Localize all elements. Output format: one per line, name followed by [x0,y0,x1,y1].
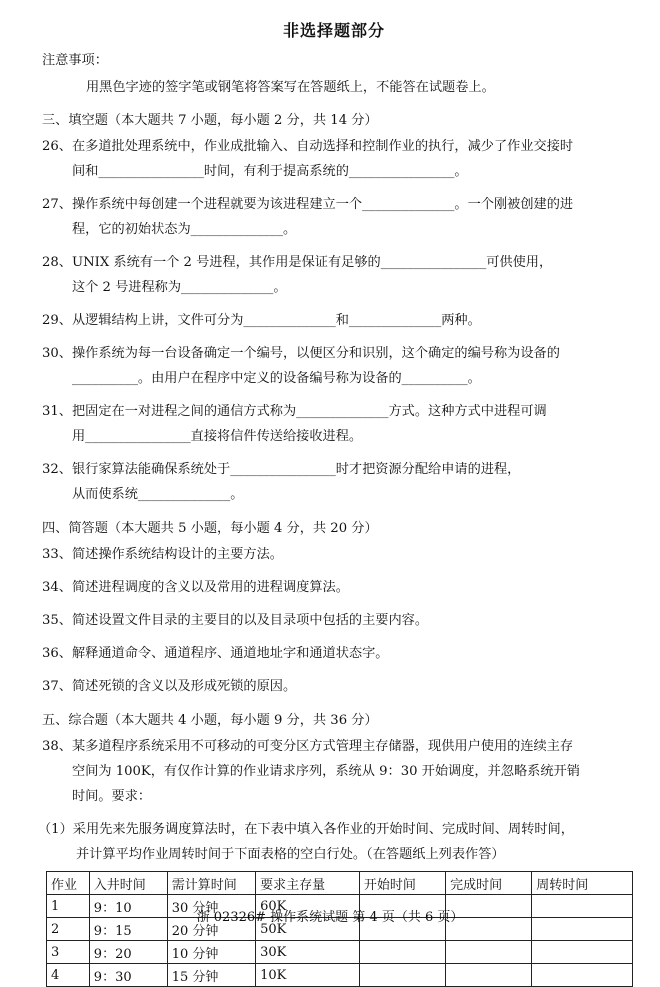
question-text-line: 时间。要求： [71,789,152,804]
question-text-line: 某多道程序系统采用不可移动的可变分区方式管理主存储器，现供用户使用的连续主存 [71,739,574,754]
question-number: 32、 [42,462,72,477]
table-cell: 15 分钟 [167,964,255,987]
table-cell: 4 [47,964,90,987]
question-38 [42,734,630,809]
notice-heading: 注意事项： [42,53,108,68]
table-cell: 50K [256,918,360,941]
question-text-line: 从逻辑结构上讲，文件可分为______________和______________两种。 [71,313,481,328]
question-text-line: UNIX 系统有一个 2 号进程，其作用是保证有足够的________________可供使用， [71,255,553,270]
table-cell: 3 [47,941,90,964]
table-cell [446,941,532,964]
question-text-line: 空间为 100K，有仅作计算的作业请求序列，系统从 9：30 开始调度，并忽略系统开销 [71,764,580,779]
question-text-line: 用________________直接将信件传送给接收进程。 [71,429,363,444]
question-text-line: 这个 2 号进程称为______________。 [71,280,287,295]
question-text-line: 简述操作系统结构设计的主要方法。 [71,547,283,562]
section-3-questions [38,134,630,507]
table-cell: 9：30 [89,964,167,987]
question-29 [42,308,630,333]
table-cell: 9：20 [89,941,167,964]
question-number: 26、 [42,139,72,154]
page-footer: 浙 02326# 操作系统试题 第 4 页（共 6 页） [196,910,464,925]
question-number: 38、 [42,739,72,754]
table-cell: 30K [256,941,360,964]
section-4-questions [38,542,630,699]
table-cell: 9：10 [89,895,167,918]
question-31 [42,399,630,449]
question-30 [42,341,630,391]
question-35 [42,608,630,633]
question-text-line: 简述死锁的含义以及形成死锁的原因。 [71,679,297,694]
question-text-line: 把固定在一对进程之间的通信方式称为______________方式。这种方式中进程可调 [71,404,547,419]
question-text-line: 从而使系统______________。 [71,487,244,502]
question-number: 28、 [42,255,72,270]
question-text-line: 简述进程调度的含义以及常用的进程调度算法。 [71,580,349,595]
table-cell: 60K [256,895,360,918]
column-header: 需计算时间 [167,872,255,895]
question-number: 34、 [42,580,72,595]
table-header-row [47,872,633,895]
question-number: 36、 [42,646,72,661]
section-4-heading: 四、简答题（本大题共 5 小题，每小题 4 分，共 20 分） [42,521,378,536]
question-26 [42,134,630,184]
table-cell: 10 分钟 [167,941,255,964]
question-34 [42,575,630,600]
table-row [47,964,633,987]
section-3-heading: 三、填空题（本大题共 7 小题，每小题 2 分，共 14 分） [42,113,378,128]
column-header: 周转时间 [532,872,633,895]
question-number: 31、 [42,404,72,419]
column-header: 开始时间 [359,872,445,895]
table-row [47,941,633,964]
table-cell [359,964,445,987]
question-27 [42,192,630,242]
subquestion-text-line: （1）采用先来先服务调度算法时，在下表中填入各作业的开始时间、完成时间、周转时间， [38,822,574,837]
notice-body: 用黑色字迹的签字笔或钢笔将答案写在答题纸上，不能答在试题卷上。 [86,80,495,95]
question-text-line: 解释通道命令、通道程序、通道地址字和通道状态字。 [71,646,389,661]
table-cell: 1 [47,895,90,918]
table-cell: 30 分钟 [167,895,255,918]
question-text-line: __________。由用户在程序中定义的设备编号称为设备的__________。 [71,371,481,386]
question-text-line: 简述设置文件目录的主要目的以及目录项中包括的主要内容。 [71,613,429,628]
table-cell [446,964,532,987]
table-cell: 2 [47,918,90,941]
question-number: 35、 [42,613,72,628]
question-28 [42,250,630,300]
table-cell [532,941,633,964]
question-36 [42,641,630,666]
question-33 [42,542,630,567]
column-header: 完成时间 [446,872,532,895]
question-text-line: 在多道批处理系统中，作业成批输入、自动选择和控制作业的执行，减少了作业交接时 [71,139,574,154]
subquestion-text-line: 并计算平均作业周转时间于下面表格的空白行处。（在答题纸上列表作答） [76,847,505,862]
question-number: 37、 [42,679,72,694]
table-cell [532,964,633,987]
column-header: 要求主存量 [256,872,360,895]
question-number: 27、 [42,197,72,212]
question-text-line: 银行家算法能确保系统处于________________时才把资源分配给申请的进程， [71,462,521,477]
question-text-line: 程，它的初始状态为______________。 [71,222,297,237]
subquestion-1 [38,817,630,867]
table-cell: 10K [256,964,360,987]
table-cell: 20 分钟 [167,918,255,941]
question-number: 33、 [42,547,72,562]
question-32 [42,457,630,507]
column-header: 入井时间 [89,872,167,895]
question-text-line: 操作系统为每一台设备确定一个编号，以便区分和识别，这个确定的编号称为设备的 [71,346,560,361]
section-5-heading: 五、综合题（本大题共 4 小题，每小题 9 分，共 36 分） [42,713,378,728]
table-cell: 9：15 [89,918,167,941]
question-number: 30、 [42,346,72,361]
question-text-line: 操作系统中每创建一个进程就要为该进程建立一个______________。一个刚被创建的进 [71,197,574,212]
table-cell [359,941,445,964]
job-table [46,871,633,987]
page-title: 非选择题部分 [282,21,385,40]
question-number: 29、 [42,313,72,328]
column-header: 作业 [47,872,90,895]
question-37 [42,674,630,699]
question-text-line: 间和________________时间，有利于提高系统的________________。 [71,164,468,179]
